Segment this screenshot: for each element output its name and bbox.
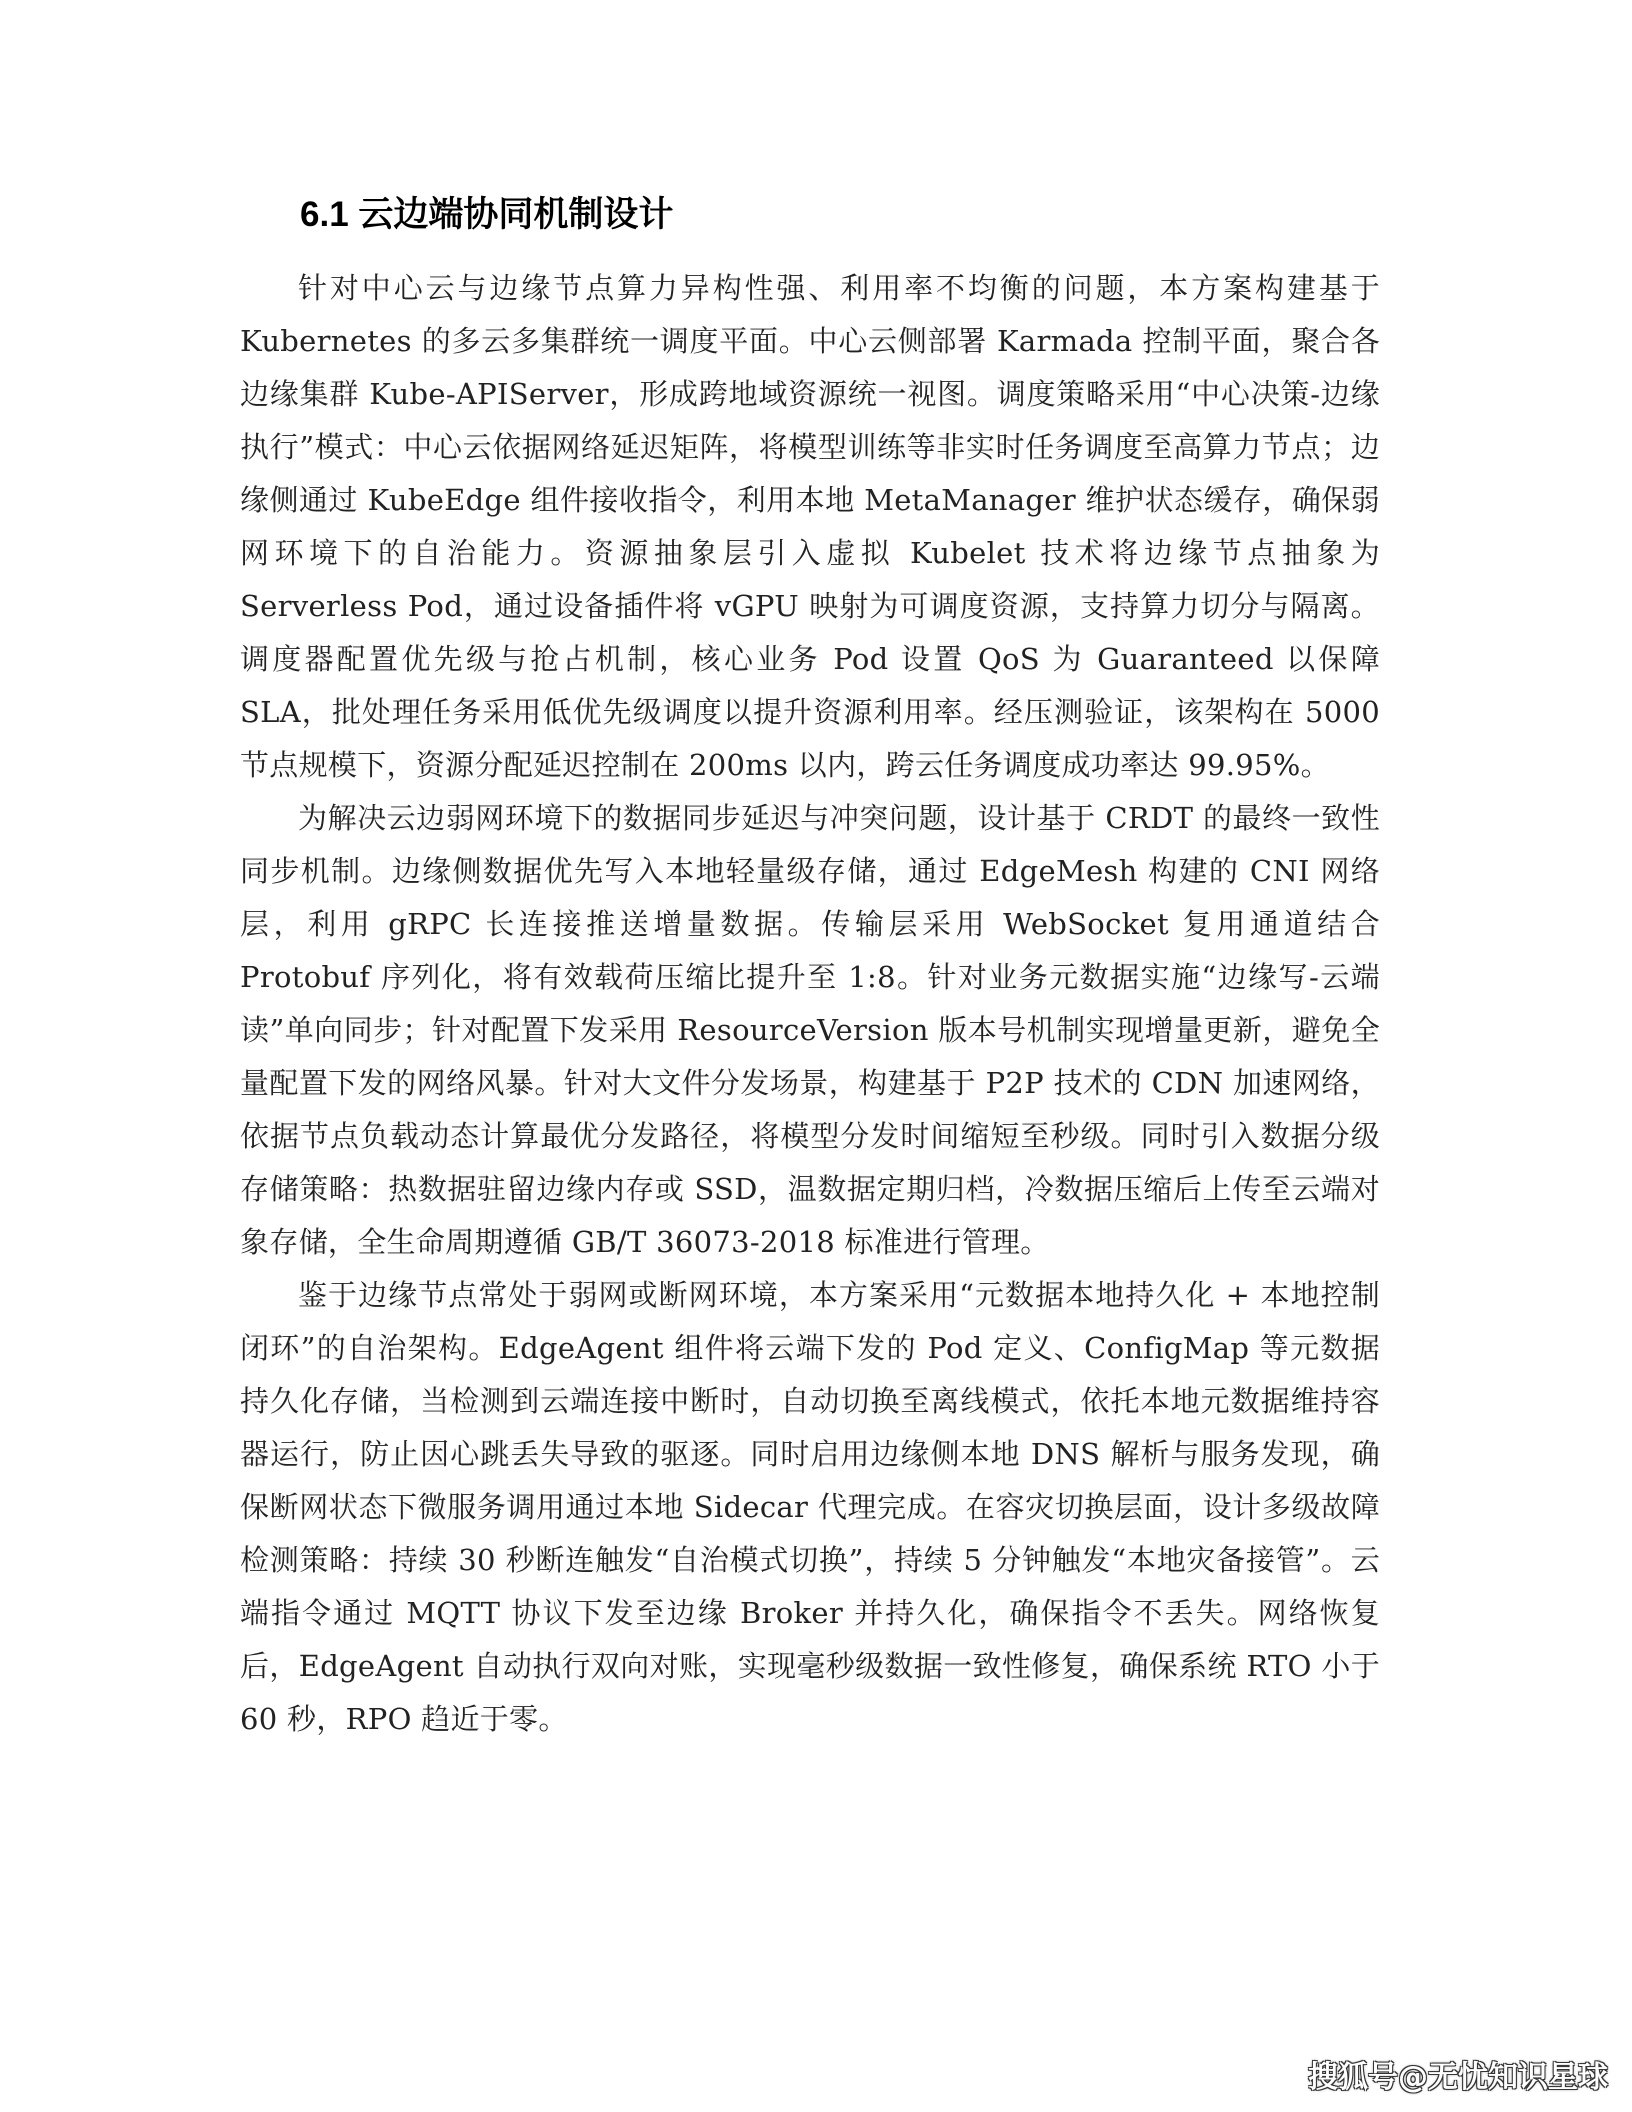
paragraph-scheduling: 针对中心云与边缘节点算力异构性强、利用率不均衡的问题，本方案构建基于 Kubernetes 的多云多集群统一调度平面。中心云侧部署 Karmada 控制平面，聚合各边缘集群 Kube-APIServer，形成跨地域资源统一视图。调度策略采用“中心决策-边缘执行”模式：中心云依据网络延迟矩阵，将模型训练等非实时任务调度至高算力节点；边缘侧通过 KubeEdge 组件接收指令，利用本地 MetaManager 维护状态缓存，确保弱网环境下的自治能力。资源抽象层引入虚拟 Kubelet 技术将边缘节点抽象为 Serverless Pod，通过设备插件将 vGPU 映射为可调度资源，支持算力切分与隔离。调度器配置优先级与抢占机制，核心业务 Pod 设置 QoS 为 Guaranteed 以保障 SLA，批处理任务采用低优先级调度以提升资源利用率。经压测验证，该架构在 5000 节点规模下，资源分配延迟控制在 200ms 以内，跨云任务调度成功率达 99.95%。 xyxy=(240,271,1380,782)
section-title: 6.1 云边端协同机制设计 xyxy=(300,195,674,234)
source-watermark: 搜狐号@无忧知识星球 xyxy=(1308,2060,1608,2095)
paragraph-data-sync: 为解决云边弱网环境下的数据同步延迟与冲突问题，设计基于 CRDT 的最终一致性同步机制。边缘侧数据优先写入本地轻量级存储，通过 EdgeMesh 构建的 CNI 网络层，利用 gRPC 长连接推送增量数据。传输层采用 WebSocket 复用通道结合 Protobuf 序列化，将有效载荷压缩比提升至 1:8。针对业务元数据实施“边缘写-云端读”单向同步；针对配置下发采用 ResourceVersion 版本号机制实现增量更新，避免全量配置下发的网络风暴。针对大文件分发场景，构建基于 P2P 技术的 CDN 加速网络，依据节点负载动态计算最优分发路径，将模型分发时间缩短至秒级。同时引入数据分级存储策略：热数据驻留边缘内存或 SSD，温数据定期归档，冷数据压缩后上传至云端对象存储，全生命周期遵循 GB/T 36073-2018 标准进行管理。 xyxy=(240,801,1380,1259)
body-text xyxy=(240,262,1380,1746)
paragraph-autonomy: 鉴于边缘节点常处于弱网或断网环境，本方案采用“元数据本地持久化 + 本地控制闭环”的自治架构。EdgeAgent 组件将云端下发的 Pod 定义、ConfigMap 等元数据持久化存储，当检测到云端连接中断时，自动切换至离线模式，依托本地元数据维持容器运行，防止因心跳丢失导致的驱逐。同时启用边缘侧本地 DNS 解析与服务发现，确保断网状态下微服务调用通过本地 Sidecar 代理完成。在容灾切换层面，设计多级故障检测策略：持续 30 秒断连触发“自治模式切换”，持续 5 分钟触发“本地灾备接管”。云端指令通过 MQTT 协议下发至边缘 Broker 并持久化，确保指令不丢失。网络恢复后，EdgeAgent 自动执行双向对账，实现毫秒级数据一致性修复，确保系统 RTO 小于 60 秒，RPO 趋近于零。 xyxy=(240,1278,1380,1736)
